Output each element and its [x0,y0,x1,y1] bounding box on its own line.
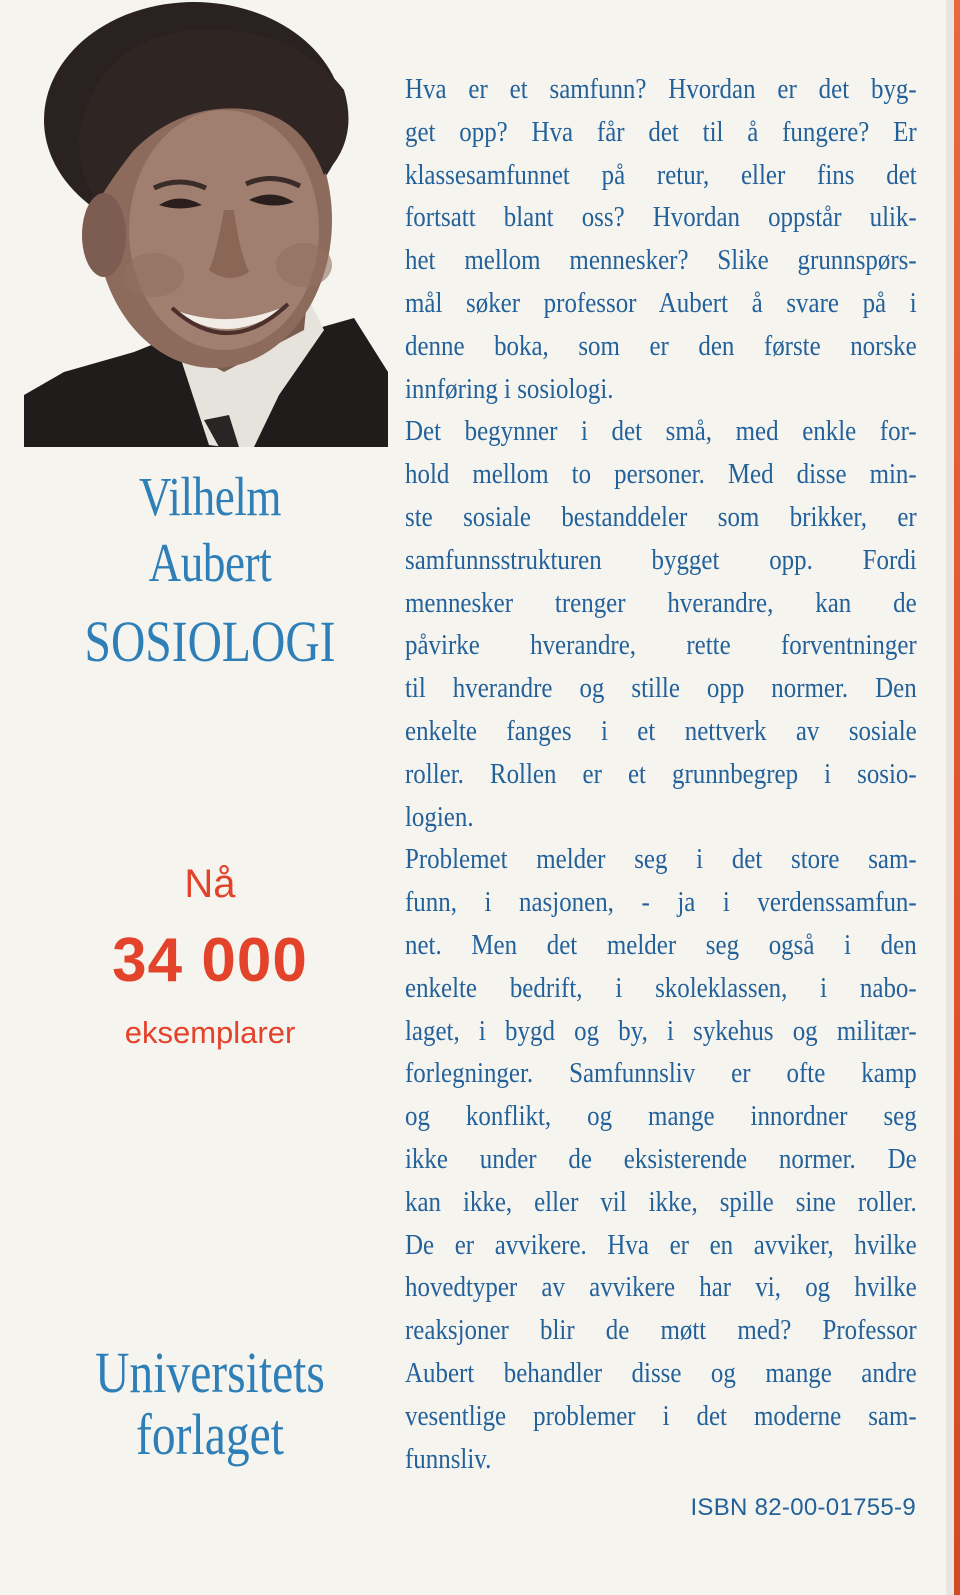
blurb-line: Hva er et samfunn? Hvordan er det byg- [405,73,917,105]
blurb-line: funn, i nasjonen, - ja i verdenssamfun- [405,886,917,919]
author-first-name: Vilhelm [138,466,282,527]
blurb-line: Det begynner i det små, med enkle for- [405,415,917,448]
blurb-line: funnsliv. [405,1442,492,1475]
author-last-name: Aubert [148,532,272,593]
publisher-name-line1: Universitets [95,1340,325,1405]
blurb-line: mennesker trenger hverandre, kan de [405,586,917,619]
blurb-line: påvirke hverandre, rette forventninger [405,629,917,662]
blurb-line: reaksjoner blir de møtt med? Professor [405,1314,917,1347]
blurb-line: denne boka, som er den første norske [405,329,917,362]
blurb-line: kan ikke, eller vil ikke, spille sine roller. [405,1185,917,1218]
cover-edge-stripe [954,0,960,1595]
blurb-line: het mellom mennesker? Slike grunnspørs- [405,244,917,277]
promo-now-label: Nå [184,862,236,906]
blurb-line: hovedtyper av avvikere har vi, og hvilke [405,1271,917,1304]
blurb-line: roller. Rollen er et grunnbegrep i sosio- [405,757,917,790]
blurb-line: Problemet melder seg i det store sam- [405,843,917,876]
blurb-line: hold mellom to personer. Med disse min- [405,458,917,491]
blurb-line: ste sosiale bestanddeler som brikker, er [405,500,917,533]
blurb-line: De er avvikere. Hva er en avviker, hvilke [405,1228,917,1261]
blurb-line: get opp? Hva får det til å fungere? Er [405,115,917,148]
blurb-line: til hverandre og stille opp normer. Den [405,672,917,705]
author-portrait-icon [24,0,388,447]
blurb-line: enkelte bedrift, i skoleklassen, i nabo- [405,971,917,1004]
blurb-line: enkelte fanges i et nettverk av sosiale [405,714,917,747]
isbn-number: ISBN 82-00-01755-9 [690,1494,916,1521]
blurb-line: Aubert behandler disse og mange andre [405,1356,917,1389]
blurb-line: ikke under de eksisterende normer. De [405,1142,917,1175]
blurb-line: mål søker professor Aubert å svare på i [405,286,917,319]
blurb-line: samfunnsstrukturen bygget opp. Fordi [405,543,917,576]
blurb-line: fortsatt blant oss? Hvordan oppstår ulik- [405,201,917,234]
blurb-line: innføring i sosiologi. [405,372,614,405]
publisher-name-line2: forlaget [136,1402,284,1467]
promo-copies-count: 34 000 [112,926,308,995]
promo-copies-unit: eksemplarer [124,1015,296,1050]
blurb-line: logien. [405,800,474,833]
blurb-line: net. Men det melder seg også i den [405,928,917,961]
blurb-line: laget, i bygd og by, i sykehus og militær- [405,1014,917,1047]
book-title: SOSIOLOGI [84,609,336,674]
blurb-line: og konflikt, og mange innordner seg [405,1100,917,1133]
blurb-text [405,68,917,1480]
blurb-line: forlegninger. Samfunnsliv er ofte kamp [405,1057,917,1090]
blurb-line: vesentlige problemer i det moderne sam- [405,1399,917,1432]
blurb-line: klassesamfunnet på retur, eller fins det [405,158,917,191]
